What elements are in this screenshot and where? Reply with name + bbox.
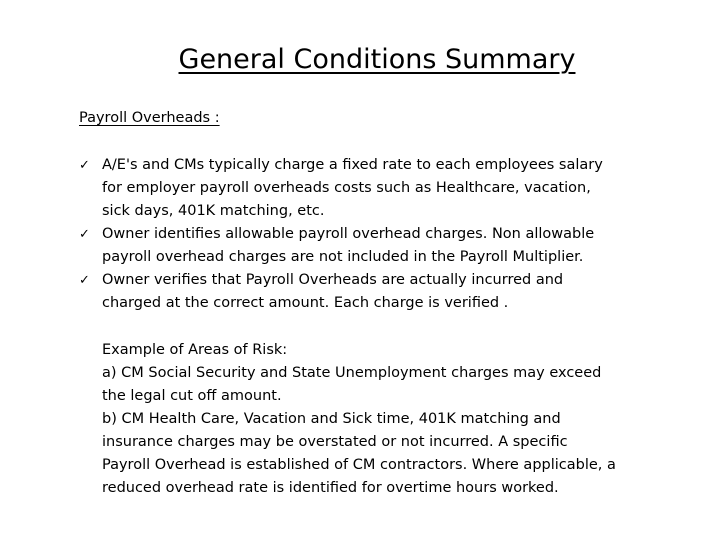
risk-heading: Example of Areas of Risk: <box>102 342 288 358</box>
bullet-line: sick days, 401K matching, etc. <box>102 203 325 219</box>
check-icon: ✓ <box>79 227 90 242</box>
section-heading: Payroll Overheads : <box>79 110 220 126</box>
bullet-list <box>79 154 699 315</box>
risk-line: reduced overhead rate is identified for overtime hours worked. <box>102 480 559 496</box>
risk-line: insurance charges may be overstated or not incurred. A specific <box>102 434 568 450</box>
bullet-line: charged at the correct amount. Each charge is verified . <box>102 295 509 311</box>
bullet-item <box>79 154 699 223</box>
risk-line: b) CM Health Care, Vacation and Sick time, 401K matching and <box>102 411 561 427</box>
bullet-line: Owner identifies allowable payroll overhead charges. Non allowable <box>102 226 595 242</box>
check-icon: ✓ <box>79 158 90 173</box>
check-icon: ✓ <box>79 273 90 288</box>
bullet-line: A/E's and CMs typically charge a fixed rate to each employees salary <box>102 157 603 173</box>
risk-line: a) CM Social Security and State Unemployment charges may exceed <box>102 365 602 381</box>
bullet-item <box>79 269 699 315</box>
page-title: General Conditions Summary <box>178 44 576 75</box>
risk-line: Payroll Overhead is established of CM contractors. Where applicable, a <box>102 457 616 473</box>
bullet-line: payroll overhead charges are not included in the Payroll Multiplier. <box>102 249 584 265</box>
bullet-line: Owner verifies that Payroll Overheads are actually incurred and <box>102 272 564 288</box>
bullet-line: for employer payroll overheads costs such as Healthcare, vacation, <box>102 180 591 196</box>
risk-examples <box>102 339 702 500</box>
risk-line: the legal cut off amount. <box>102 388 282 404</box>
bullet-item <box>79 223 699 269</box>
